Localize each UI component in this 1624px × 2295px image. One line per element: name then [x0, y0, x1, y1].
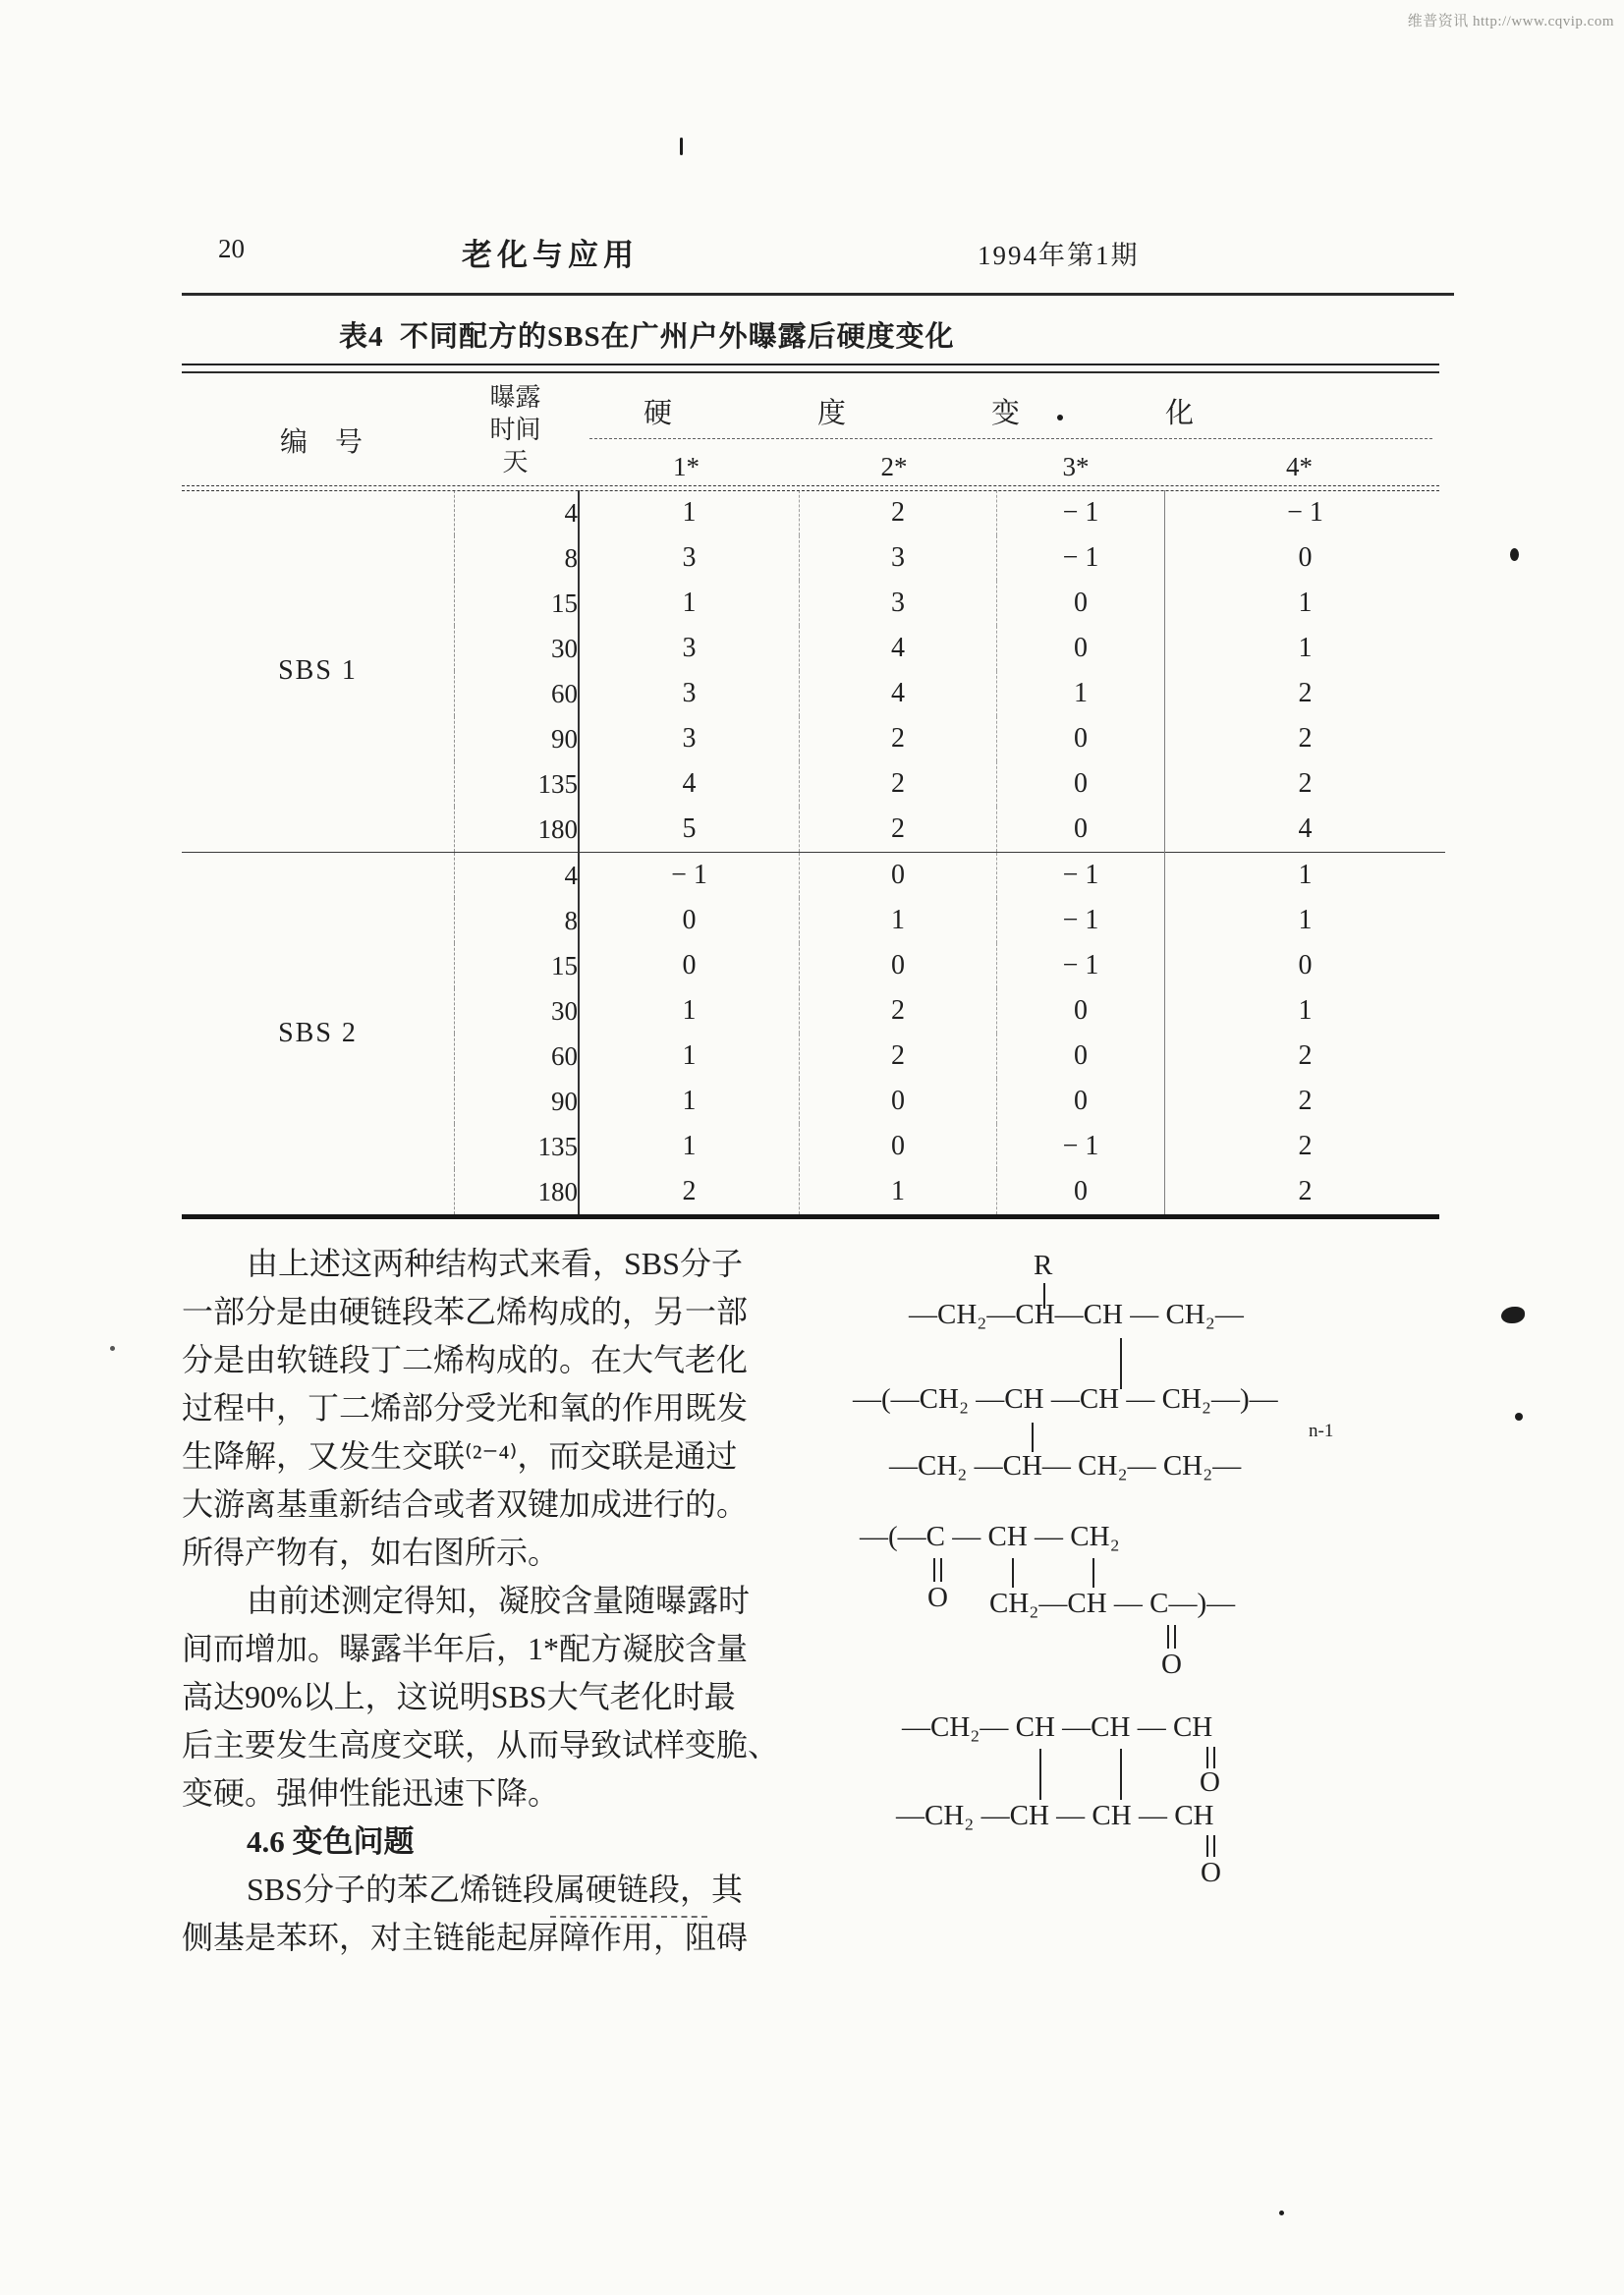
group-label: SBS 1: [278, 655, 358, 686]
group-header-underline: [589, 438, 1432, 439]
single-bond: [1120, 1338, 1122, 1389]
scan-artifact: [1279, 2211, 1284, 2215]
group-header-char: 变: [990, 398, 1020, 429]
days-cell: 8: [455, 535, 580, 581]
subcolumn-header-2: 2*: [880, 452, 908, 481]
oxygen-atom: O: [927, 1582, 948, 1613]
double-bond: [933, 1558, 942, 1582]
value-cell: 1: [682, 1086, 697, 1116]
value-cell: 2: [1165, 1079, 1446, 1124]
single-bond: [1092, 1558, 1094, 1588]
paragraph-line: 后主要发生高度交联，从而导致试样变脆、: [182, 1727, 780, 1763]
double-bond: [1167, 1625, 1176, 1649]
value-cell: 0: [800, 853, 997, 899]
formula3-row2: —CH₂ —CH — CH — CH: [896, 1800, 1214, 1831]
value-cell: 2: [800, 761, 997, 807]
value-cell: 2: [1165, 1169, 1446, 1214]
group-header-hardness-change: [644, 391, 1194, 431]
paragraph-line: SBS分子的苯乙烯链段属硬链段，其: [247, 1872, 743, 1907]
formula3-row1: —CH₂— CH —CH — CH: [902, 1711, 1213, 1743]
value-cell: 2: [1165, 1124, 1446, 1169]
value-cell: 0: [1165, 535, 1446, 581]
value-cell: 0: [997, 626, 1165, 671]
value-cell: 4: [682, 768, 697, 799]
days-cell: 30: [455, 626, 580, 671]
value-cell: − 1: [1165, 490, 1446, 535]
value-cell: 5: [682, 813, 697, 844]
oxygen-atom: O: [1161, 1649, 1182, 1680]
formula1-row2: —(—CH₂ —CH —CH — CH₂—)—: [853, 1383, 1278, 1415]
group-header-char: 化: [1164, 398, 1194, 429]
paragraph-line: 生降解，又发生交联⁽²⁻⁴⁾，而交联是通过: [182, 1438, 738, 1474]
value-cell: 2: [1165, 1034, 1446, 1079]
days-cell: 60: [455, 1034, 580, 1079]
value-cell: − 1: [997, 490, 1165, 535]
value-cell: 2: [800, 716, 997, 761]
table-caption: 表4 不同配方的SBS在广州户外曝露后硬度变化: [339, 321, 955, 353]
value-cell: 4: [800, 626, 997, 671]
group-header-char: 度: [816, 398, 846, 429]
days-cell: 135: [455, 761, 580, 807]
value-cell: 0: [997, 1034, 1165, 1079]
value-cell: 1: [1165, 898, 1446, 943]
value-cell: 3: [800, 581, 997, 626]
header-bottom-rule: [182, 485, 1439, 491]
value-cell: 0: [997, 581, 1165, 626]
double-bond: [1206, 1835, 1215, 1857]
value-cell: 1: [682, 497, 697, 528]
value-cell: − 1: [997, 853, 1165, 899]
header-line: 曝露: [489, 383, 541, 412]
value-cell: 3: [682, 678, 697, 708]
formula1-row3: —CH₂ —CH— CH₂— CH₂—: [889, 1450, 1242, 1482]
paragraph-line: 大游离基重新结合或者双键加成进行的。: [182, 1486, 749, 1522]
single-bond: [1039, 1749, 1041, 1800]
value-cell: 1: [682, 1131, 697, 1161]
subcolumn-header-1: 1*: [673, 452, 700, 481]
single-bond: [1012, 1558, 1014, 1588]
value-cell: 0: [800, 1124, 997, 1169]
days-cell: 180: [455, 1169, 580, 1214]
value-cell: 1: [682, 1040, 697, 1071]
value-cell: 0: [800, 1079, 997, 1124]
value-cell: − 1: [997, 535, 1165, 581]
value-cell: 2: [800, 988, 997, 1034]
paragraph-line: 变硬。强伸性能迅速下降。: [182, 1775, 560, 1811]
value-cell: 3: [682, 542, 697, 573]
header-rule: [182, 293, 1454, 296]
single-bond: [1032, 1423, 1034, 1452]
days-cell: 135: [455, 1124, 580, 1169]
value-cell: 0: [682, 950, 697, 980]
value-cell: 0: [997, 716, 1165, 761]
group-label: SBS 2: [182, 853, 455, 1215]
value-cell: 1: [800, 898, 997, 943]
formula2-row1: —(—C — CH — CH₂: [860, 1521, 1120, 1552]
header-line: 天: [502, 448, 529, 476]
value-cell: 4: [800, 671, 997, 716]
value-cell: − 1: [997, 1124, 1165, 1169]
paragraph-line: 间而增加。曝露半年后，1*配方凝胶含量: [182, 1631, 749, 1666]
single-bond: [1120, 1749, 1122, 1800]
r-substituent: R: [1034, 1250, 1053, 1281]
table-row: [182, 490, 1445, 535]
days-cell: 60: [455, 671, 580, 716]
value-cell: 0: [997, 1169, 1165, 1214]
column-header-id: 编 号: [280, 427, 364, 458]
value-cell: − 1: [579, 853, 800, 899]
double-bond: [1206, 1747, 1215, 1768]
value-cell: 1: [1165, 853, 1446, 899]
value-cell: 1: [1165, 581, 1446, 626]
paragraph-line: 所得产物有，如右图所示。: [182, 1535, 560, 1570]
scan-artifact: [1501, 1307, 1525, 1323]
value-cell: 3: [682, 633, 697, 663]
formula1-row1: —CH₂—CH—CH — CH₂—: [909, 1299, 1244, 1330]
value-cell: 1: [1165, 626, 1446, 671]
section-heading: 4.6 变色问题: [247, 1824, 415, 1859]
issue-label: 1994年第1期: [978, 241, 1140, 270]
journal-title: 老化与应用: [462, 238, 639, 272]
paragraph-line: 一部分是由硬链段苯乙烯构成的，另一部: [182, 1294, 749, 1329]
scan-artifact: [1515, 1413, 1523, 1421]
hardness-table: [182, 364, 1439, 1219]
scan-artifact: [1057, 415, 1063, 420]
scan-artifact: [110, 1346, 115, 1351]
value-cell: 0: [997, 761, 1165, 807]
table-header: [182, 373, 1439, 490]
days-cell: 90: [455, 1079, 580, 1124]
days-cell: 180: [455, 807, 580, 853]
table-row: [182, 853, 1445, 899]
group-header-char: 硬: [644, 398, 673, 429]
value-cell: 3: [682, 723, 697, 754]
scan-artifact: [680, 138, 683, 155]
days-cell: 4: [455, 490, 580, 535]
value-cell: 1: [1165, 988, 1446, 1034]
header-line: 时间: [489, 416, 541, 444]
days-cell: 8: [455, 898, 580, 943]
body-text: [182, 1240, 780, 1962]
page-number: 20: [218, 234, 245, 263]
scan-artifact: [550, 1916, 707, 1918]
value-cell: 3: [800, 535, 997, 581]
table-bottom-border: [182, 1214, 1439, 1219]
days-cell: 15: [455, 581, 580, 626]
value-cell: 0: [682, 905, 697, 935]
days-cell: 90: [455, 716, 580, 761]
value-cell: 0: [997, 807, 1165, 853]
value-cell: 2: [682, 1176, 697, 1206]
value-cell: − 1: [997, 898, 1165, 943]
value-cell: 4: [1165, 807, 1446, 853]
value-cell: 2: [800, 490, 997, 535]
oxygen-atom: O: [1201, 1857, 1221, 1888]
value-cell: 1: [682, 588, 697, 618]
paragraph-line: 分是由软链段丁二烯构成的。在大气老化: [182, 1342, 749, 1377]
value-cell: 2: [1165, 761, 1446, 807]
subcolumn-header-4: 4*: [1286, 452, 1313, 481]
paragraph-line: 由前述测定得知，凝胶含量随曝露时: [247, 1583, 751, 1618]
data-table: [182, 490, 1445, 1214]
paragraph-line: 侧基是苯环，对主链能起屏障作用，阻碍: [182, 1920, 749, 1955]
formula1-repeat-subscript: n-1: [1309, 1421, 1334, 1441]
days-cell: 4: [455, 853, 580, 899]
value-cell: 1: [682, 995, 697, 1026]
watermark: 维普资讯 http://www.cqvip.com: [1407, 14, 1614, 29]
days-cell: 30: [455, 988, 580, 1034]
table-top-border: [182, 364, 1439, 373]
value-cell: 2: [1165, 716, 1446, 761]
formula2-row2: CH₂—CH — C—)—: [989, 1588, 1236, 1619]
value-cell: − 1: [997, 943, 1165, 988]
column-header-exposure-time: [454, 381, 577, 478]
value-cell: 1: [800, 1169, 997, 1214]
paragraph-line: 过程中，丁二烯部分受光和氧的作用既发: [182, 1390, 749, 1426]
subcolumn-header-3: 3*: [1062, 452, 1090, 481]
value-cell: 0: [1165, 943, 1446, 988]
value-cell: 0: [800, 943, 997, 988]
days-cell: 15: [455, 943, 580, 988]
scan-artifact: [1510, 548, 1519, 561]
paragraph-line: 由上述这两种结构式来看，SBS分子: [247, 1246, 743, 1281]
paragraph-line: 高达90%以上，这说明SBS大气老化时最: [182, 1679, 736, 1714]
value-cell: 1: [997, 671, 1165, 716]
value-cell: 2: [800, 1034, 997, 1079]
value-cell: 2: [1165, 671, 1446, 716]
value-cell: 0: [997, 988, 1165, 1034]
value-cell: 2: [800, 807, 997, 853]
value-cell: 0: [997, 1079, 1165, 1124]
oxygen-atom: O: [1200, 1766, 1220, 1798]
